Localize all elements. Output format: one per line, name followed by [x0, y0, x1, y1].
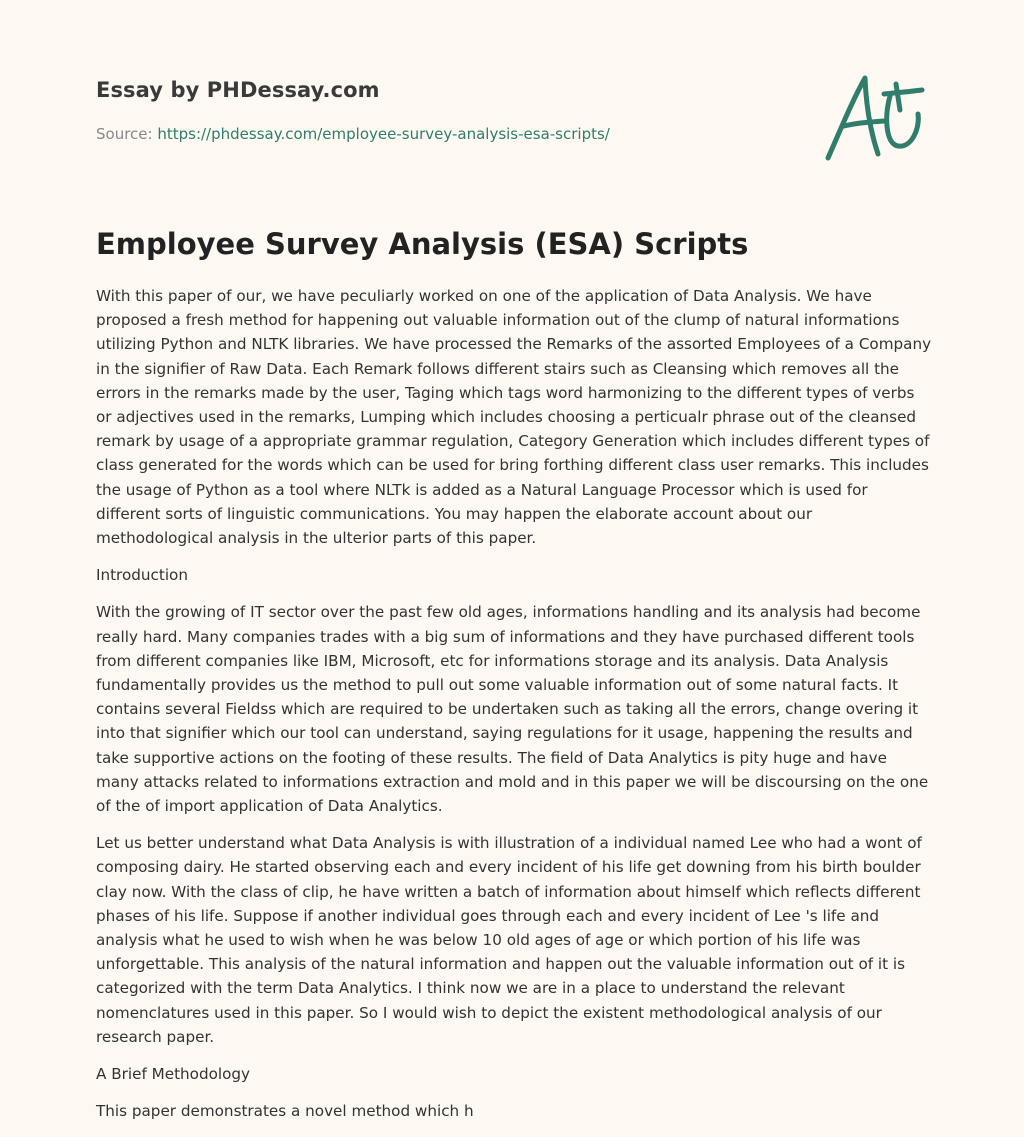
source-label: Source: [96, 125, 158, 143]
paragraph: With this paper of our, we have peculiarly worked on one of the application of Data Analysis. We have proposed a fresh method for happening out valuable information out of the clump of natural informations utilizing Python and NLTK libraries. We have processed the Remarks of the assorted Employees of a Company in the signifier of Raw Data. Each Remark follows different stairs such as Cleansing which removes all the errors in the remarks made by the user, Taging which tags word harmonizing to the different types of verbs or adjectives used in the remarks, Lumping which includes choosing a perticualr phrase out of the cleansed remark by usage of a appropriate grammar regulation, Category Generation which includes different types of class generated for the words which can be used for bring forthing different class user remarks. This includes the usage of Python as a tool where NLTk is added as a Natural Language Processor which is used for different sorts of linguistic communications. You may happen the elaborate account about our methodological analysis in the ulterior parts of this paper. [96, 287, 932, 548]
section-heading-methodology: A Brief Methodology [96, 1065, 251, 1084]
a-plus-logo-icon [820, 66, 932, 166]
essay-title: Employee Survey Analysis (ESA) Scripts [96, 227, 749, 261]
paragraph: This paper demonstrates a novel method which h [96, 1102, 474, 1121]
source-link[interactable]: https://phdessay.com/employee-survey-analysis-esa-scripts/ [157, 125, 610, 143]
brand-title: Essay by PHDessay.com [96, 78, 380, 102]
essay-header [96, 76, 796, 144]
section-heading-introduction: Introduction [96, 566, 188, 585]
essay-body [96, 284, 932, 1137]
paragraph: With the growing of IT sector over the past few old ages, informations handling and its analysis had become really hard. Many companies trades with a big sum of informations and they have purchased different tools from different companies like IBM, Microsoft, etc for informations storage and its analysis. Data Analysis fundamentally provides us the method to pull out some valuable information out of some natural facts. It contains several Fieldss which are required to be undertaken such as taking all the errors, change overing it into that signifier which our tool can understand, saying regulations for it usage, happening the results and take supportive actions on the footing of these results. The field of Data Analytics is pity huge and have many attacks related to informations extraction and mold and in this paper we will be discoursing on the one of the of import application of Data Analytics. [96, 603, 929, 816]
source-line [96, 124, 796, 144]
paragraph: Let us better understand what Data Analysis is with illustration of a individual named Lee who had a wont of composing dairy. He started observing each and every incident of his life get downing from his birth boulder clay now. With the class of clip, he have written a batch of information about himself which reflects different phases of his life. Suppose if another individual goes through each and every incident of Lee 's life and analysis what he used to wish when he was below 10 old ages of age or which portion of his life was unforgettable. This analysis of the natural information and happen out the valuable information out of it is categorized with the term Data Analytics. I think now we are in a place to understand the relevant nomenclatures used in this paper. So I would wish to depict the existent methodological analysis of our research paper. [96, 834, 922, 1046]
